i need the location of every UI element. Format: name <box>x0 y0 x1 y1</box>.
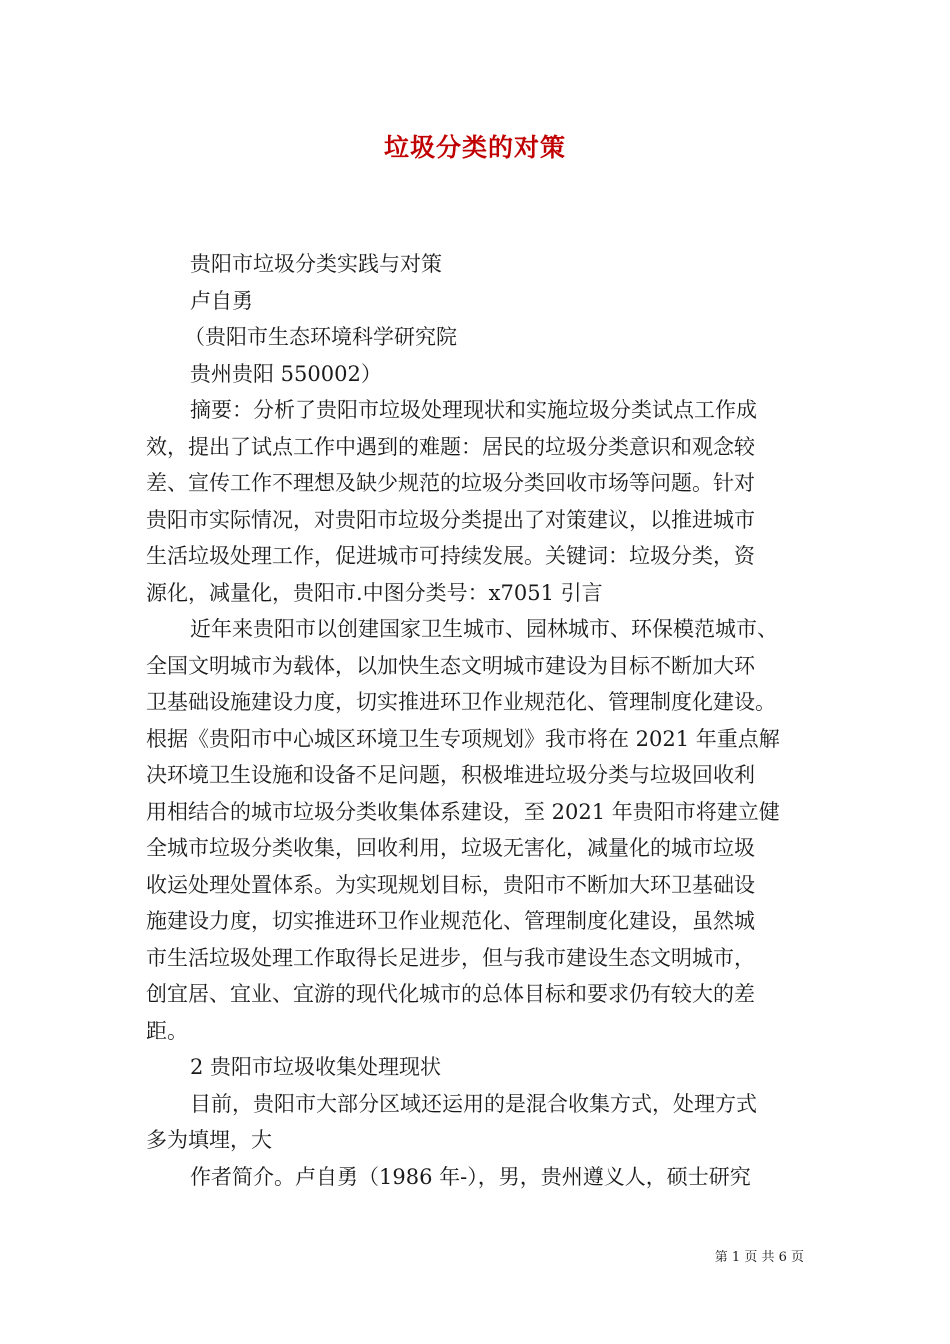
body-line: 创宜居、宜业、宜游的现代化城市的总体目标和要求仍有较大的差 <box>146 982 755 1006</box>
section-heading: 2 贵阳市垃圾收集处理现状 <box>190 1055 442 1079</box>
body-line: 多为填埋，大 <box>146 1128 272 1152</box>
page-number: 第 1 页 共 6 页 <box>714 1250 804 1265</box>
body-line: 差、宣传工作不理想及缺少规范的垃圾分类回收市场等问题。针对 <box>146 471 755 495</box>
body-line: 摘要：分析了贵阳市垃圾处理现状和实施垃圾分类试点工作成 <box>190 398 757 422</box>
body-line: 距。 <box>146 1018 188 1043</box>
body-line: 作者简介。卢自勇（1986 年-），男，贵州遵义人，硕士研究 <box>190 1164 751 1189</box>
document-body <box>146 246 814 1195</box>
body-line: 施建设力度，切实推进环卫作业规范化、管理制度化建设，虽然城 <box>146 909 755 933</box>
body-line: 全城市垃圾分类收集，回收利用，垃圾无害化，减量化的城市垃圾 <box>146 836 755 860</box>
document-title: 垃圾分类的对策 <box>383 133 566 162</box>
body-line: 全国文明城市为载体，以加快生态文明城市建设为目标不断加大环 <box>146 653 755 678</box>
body-line: （贵阳市生态环境科学研究院 <box>184 325 457 349</box>
body-line: 卢自勇 <box>190 288 253 313</box>
body-line: 目前，贵阳市大部分区域还运用的是混合收集方式，处理方式 <box>190 1091 757 1116</box>
body-line: 生活垃圾处理工作，促进城市可持续发展。关键词：垃圾分类，资 <box>146 544 755 568</box>
body-line: 贵阳市实际情况，对贵阳市垃圾分类提出了对策建议，以推进城市 <box>146 507 755 532</box>
body-line: 决环境卫生设施和设备不足问题，积极堆进垃圾分类与垃圾回收利 <box>146 763 755 787</box>
body-line: 源化，减量化，贵阳市.中图分类号：x7051 引言 <box>146 580 603 605</box>
body-line: 市生活垃圾处理工作取得长足进步，但与我市建设生态文明城市， <box>146 945 755 970</box>
body-line: 用相结合的城市垃圾分类收集体系建设，至 2021 年贵阳市将建立健 <box>146 799 780 824</box>
body-line: 贵州贵阳 550002） <box>190 361 382 386</box>
body-line: 效，提出了试点工作中遇到的难题：居民的垃圾分类意识和观念较 <box>146 434 755 459</box>
body-line: 近年来贵阳市以创建国家卫生城市、园林城市、环保模范城市、 <box>190 617 778 641</box>
body-line: 根据《贵阳市中心城区环境卫生专项规划》我市将在 2021 年重点解 <box>146 726 780 751</box>
body-line: 贵阳市垃圾分类实践与对策 <box>190 252 442 276</box>
body-line: 卫基础设施建设力度，切实推进环卫作业规范化、管理制度化建设。 <box>146 690 776 714</box>
body-line: 收运处理处置体系。为实现规划目标，贵阳市不断加大环卫基础设 <box>146 872 755 897</box>
